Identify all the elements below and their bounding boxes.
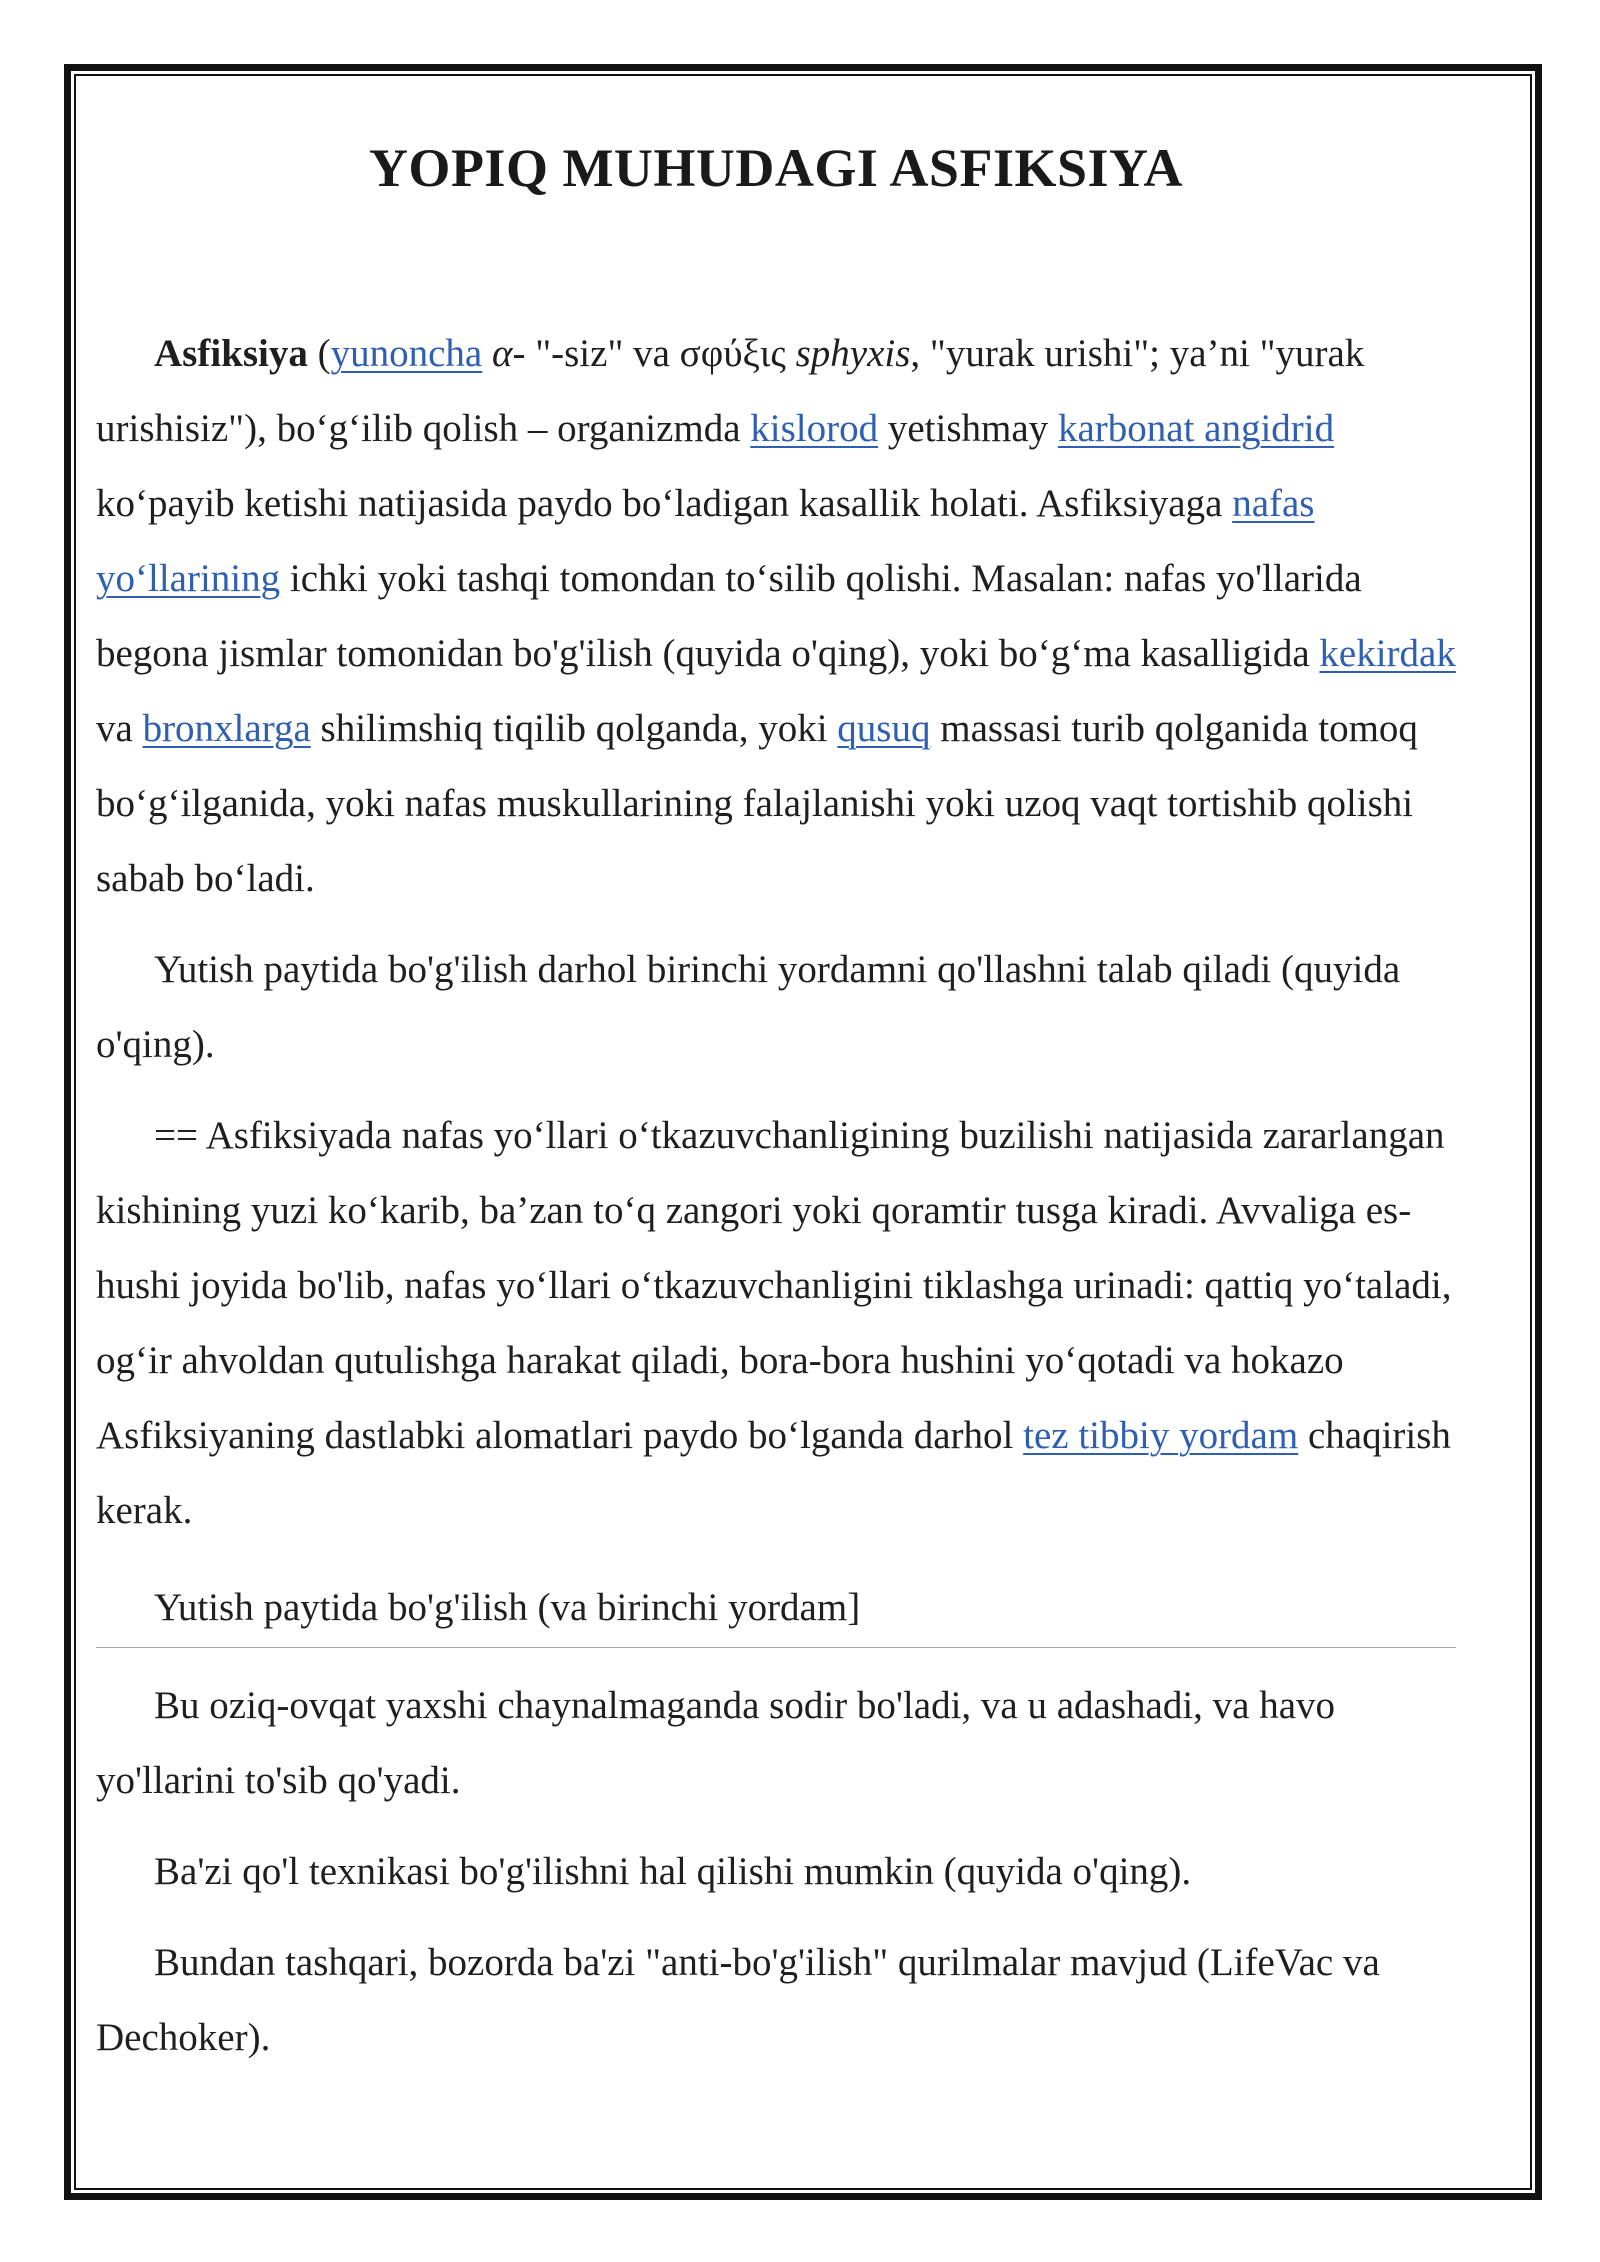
greek-prefix: α- <box>492 332 526 375</box>
document-body <box>96 120 1456 2075</box>
paragraph-anti-choking-devices: Bundan tashqari, bozorda ba'zi "anti-bo'g'ilish" qurilmalar mavjud (LifeVac va Dechoker). <box>96 1941 1380 2059</box>
text-fragment: ichki yoki tashqi tomondan to‘silib qolishi. Masalan: nafas yo'llarida begona jismlar tomonidan bo'g'ilish (quyida o'qing), yoki bo‘g‘ma kasalligida <box>96 557 1362 675</box>
link-yunoncha[interactable]: yunoncha <box>330 332 483 375</box>
text-fragment <box>482 332 492 375</box>
text-fragment: va <box>96 707 143 750</box>
link-nafas-yollarining[interactable]: nafas yo‘llarining <box>96 482 1315 600</box>
text-fragment: , "yurak urishi"; ya’ni "yurak urishisiz"), bo‘g‘ilib qolish – organizmda <box>96 332 1365 450</box>
text-fragment: ko‘payib ketishi natijasida paydo bo‘ladigan kasallik holati. Asfiksiyaga <box>96 482 1233 525</box>
text-fragment: chaqirish kerak. <box>96 1414 1451 1532</box>
section-heading-choking: Yutish paytida bo'g'ilish (va birinchi yordam] <box>96 1570 1456 1648</box>
link-kekirdak[interactable]: kekirdak <box>1319 632 1456 675</box>
paragraph-symptoms <box>96 1098 1456 1548</box>
link-tez-tibbiy-yordam[interactable]: tez tibbiy yordam <box>1023 1414 1299 1457</box>
paragraph-first-aid-note: Yutish paytida bo'g'ilish darhol birinchi yordamni qo'llashni talab qiladi (quyida o'qing). <box>96 948 1401 1066</box>
term-asfiksiya: Asfiksiya <box>154 332 308 375</box>
link-kislorod[interactable]: kislorod <box>750 407 879 450</box>
paragraph-definition <box>96 316 1456 916</box>
link-bronxlarga[interactable]: bronxlarga <box>142 707 311 750</box>
text-fragment: "-siz" va σφύξις <box>525 332 796 375</box>
link-karbonat-angidrid[interactable]: karbonat angidrid <box>1057 407 1335 450</box>
text-fragment: shilimshiq tiqilib qolganda, yoki <box>310 707 838 750</box>
page-title: YOPIQ MUHUDAGI ASFIKSIYA <box>368 138 1184 198</box>
paragraph-hand-technique: Ba'zi qo'l texnikasi bo'g'ilishni hal qilishi mumkin (quyida o'qing). <box>154 1850 1192 1893</box>
text-fragment: massasi turib qolganida tomoq bo‘g‘ilganida, yoki nafas muskullarining falajlanishi yoki uzoq vaqt tortishib qolishi sabab bo‘ladi. <box>96 707 1418 900</box>
text-fragment: yetishmay <box>878 407 1058 450</box>
term-sphyxis: sphyxis <box>795 332 911 375</box>
link-qusuq[interactable]: qusuq <box>837 707 931 750</box>
paragraph-choking-cause: Bu oziq-ovqat yaxshi chaynalmaganda sodir bo'ladi, va u adashadi, va havo yo'llarini to'sib qo'yadi. <box>96 1684 1336 1802</box>
text-fragment: ( <box>307 332 331 375</box>
text-fragment: == Asfiksiyada nafas yo‘llari o‘tkazuvchanligining buzilishi natijasida zararlangan kishining yuzi ko‘karib, ba’zan to‘q zangori yoki qoramtir tusga kiradi. Avvaliga es-hushi joyida bo'lib, nafas yo‘llari o‘tkazuvchanligini tiklashga urinadi: qattiq yo‘taladi, og‘ir ahvoldan qutulishga harakat qiladi, bora-bora hushini yo‘qotadi va hokazo Asfiksiyaning dastlabki alomatlari paydo bo‘lganda darhol <box>96 1114 1452 1457</box>
